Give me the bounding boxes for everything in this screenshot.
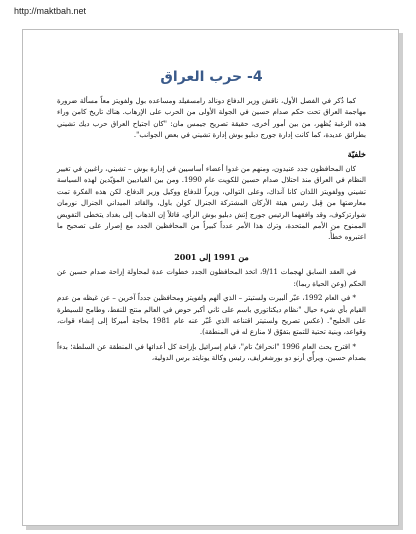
section-heading-background: خلفيّة bbox=[347, 148, 366, 159]
paragraph-1996: * اقترح بحث العام 1996 "انحرافٌ تام"، قيام إسرائيل بإزاحة كل أعدائها في المنطقة عن السلطة؛ بدءاً بصدام حسين. ويرأّي أرنو دو بورشغرايف، رئيس وكالة يونايتد برس الدولية، bbox=[57, 342, 366, 363]
paragraph-intro: كما ذُكر في الفصل الأول، ناقش وزير الدفاع دونالد رامسفيلد ومساعده بول ولفويتز معاً مسألة ضرورة مهاجمة العراق تحت حكم صدام حسين في الجولة الأولى من الحرب على الإرهاب. هناك تاريخ كامن وراء هذه الرغبة يُظهر، من بين أمور أخرى، حقيقة تصريح جيمس مان: "كان اجتياح العراق حرب ديك تشيني بطرائق عديدة، كما كانت إدارة جورج دبليو بوش إدارة تشيني في بعض الجوانب". bbox=[57, 97, 366, 140]
document-page bbox=[22, 29, 399, 526]
section-heading-1991-2001: من 1991 إلى 2001 bbox=[174, 251, 249, 262]
page-content bbox=[57, 68, 366, 365]
paragraph-1992: * في العام 1992، عبّر ألبيرت ولستيتر – الذي ألهم ولفويتز ومحافظين جدداً آخرين – عن غيظه من عدم القيام بأي شيء حيال "نظام ديكتاتوري باسم على ثاني أكبر حوض في العالم منتج للنفط، وطامح للسيطرة على الخليج". (عكس تصريح ولستيتر اقتناعه الذي عُبّر عنه عام 1981 بحاجة أميركا إلى إنشاء قوات، وقواعد، وبنية تحتية للتمتع بتفوّق لا منازع له في المنطقة). bbox=[57, 294, 367, 337]
paragraph-background: كان المحافظون جدد عنيدون، ومنهم من غدوا أعضاء أساسيين في إدارة بوش – تشيني، راغبين في تغيير النظام في العراق منذ احتلال صدام حسين للكويت عام 1990. ومن بين القياديين المؤيّدين لهذه السياسة تشيني وولفويتز اللذان كانا آنذاك، وعلى التوالي، وزيراً للدفاع ووكيل وزير الدفاع. لكن هذه الفكرة تمت معارضتها من قِبل رئيس هيئة الأركان المشتركة الجنرال كولن باول، والقائد الميداني الجنرال نورمان شوارتزكوف، وقد وافقهما الرئيس جورج إتش دبليو بوش الرأي، قائلاً إن الذهاب إلى بغداد يتخطى التفويض الممنوح من الأمم المتحدة، وترك هذا الأمر عدداً كبيراً من المحافظين الجدد مع إصرار على تصحيح ما اعتبروه خطأً. bbox=[57, 165, 367, 242]
paragraph-decade: في العقد السابق لهجمات 9/11، اتخذ المحافظون الجدد خطوات عدة لمحاولة إزاحة صدام حسين عن الحكم (وعن الحياة ربما): bbox=[57, 268, 366, 288]
site-url: http://maktbah.net bbox=[14, 6, 87, 16]
chapter-title: 4- حرب العراق bbox=[160, 69, 263, 85]
